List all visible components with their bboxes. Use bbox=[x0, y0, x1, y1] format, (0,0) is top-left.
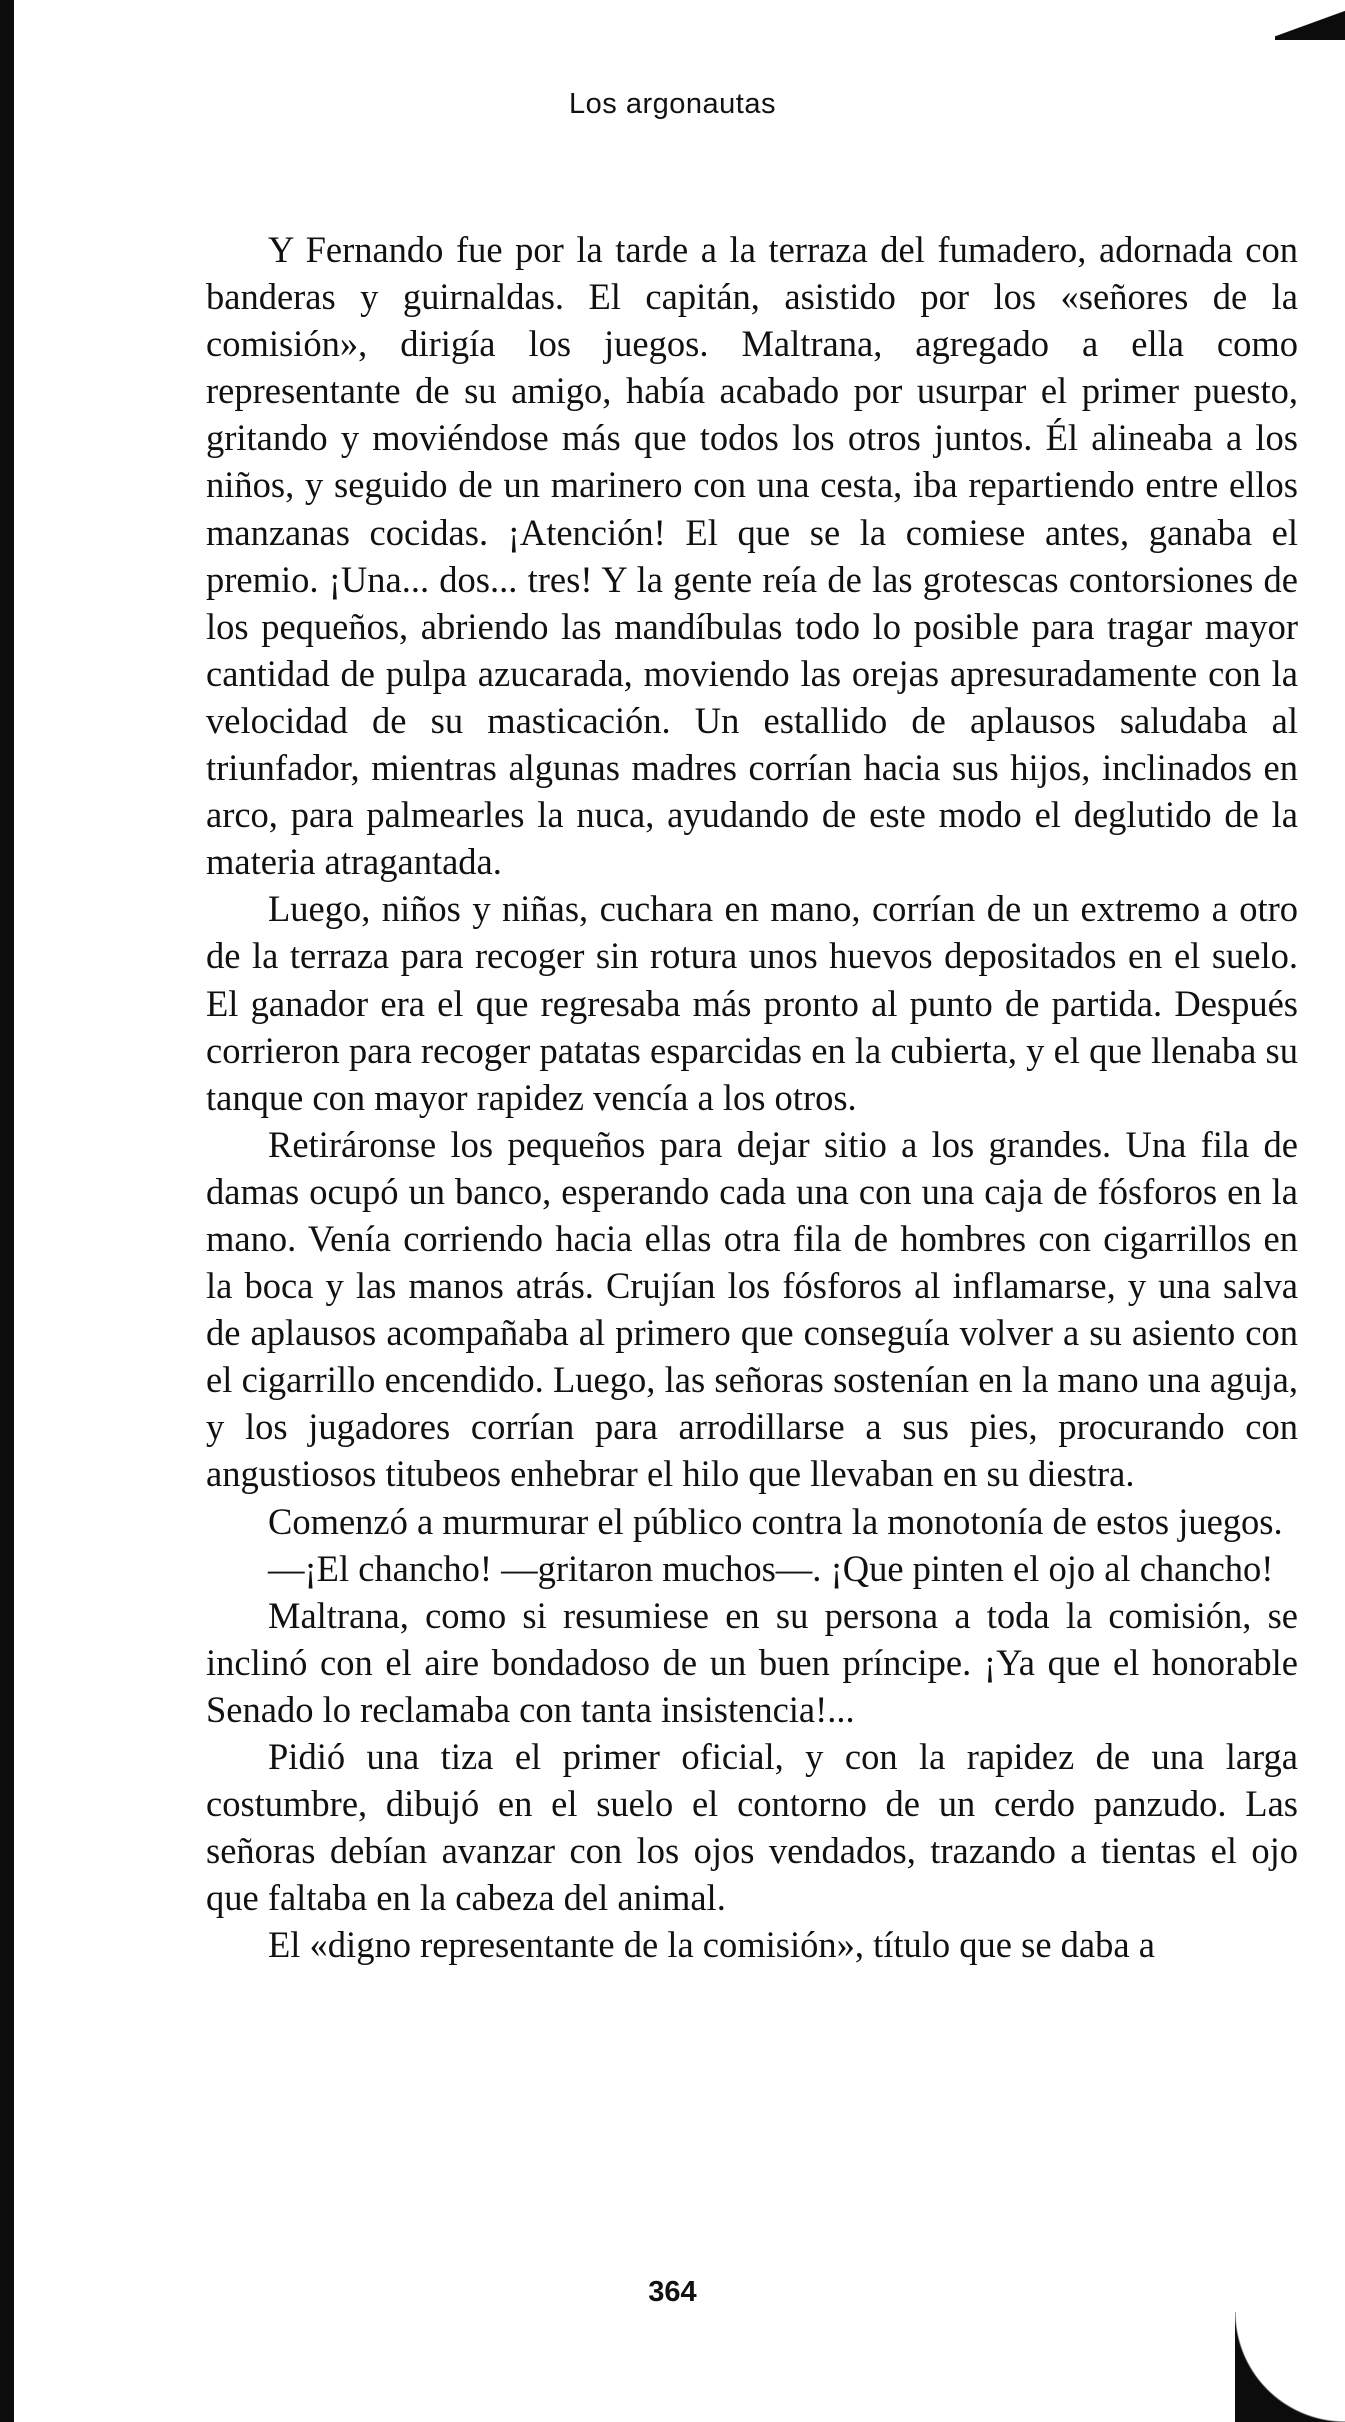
paragraph: Retiráronse los pequeños para dejar sitio a los grandes. Una fila de damas ocupó un banco, esperando cada una con una caja de fósforos en la mano. Venía corriendo hacia ellas otra fila de hombres con cigarrillos en la boca y las manos atrás. Crujían los fósforos al inflamarse, y una salva de aplausos acompañaba al primero que conseguía volver a su asiento con el cigarrillo encendido. Luego, las señoras sostenían en la mano una aguja, y los jugadores corrían para arrodillarse a sus pies, procurando con angustiosos titubeos enhebrar el hilo que llevaban en su diestra. bbox=[206, 1123, 1298, 1495]
running-head: Los argonautas bbox=[569, 88, 776, 120]
page-number: 364 bbox=[648, 2276, 697, 2308]
paragraph: Pidió una tiza el primer oficial, y con la rapidez de una larga costumbre, dibujó en el suelo el contorno de un cerdo panzudo. Las señoras debían avanzar con los ojos vendados, trazando a tientas el ojo que faltaba en la cabeza del animal. bbox=[206, 1736, 1298, 1919]
paragraph: Luego, niños y niñas, cuchara en mano, corrían de un extremo a otro de la terraza para recoger sin rotura unos huevos depositados en el suelo. El ganador era el que regresaba más pronto al punto de partida. Después corrieron para recoger patatas esparcidas en la cubierta, y el que llenaba su tanque con mayor rapidez vencía a los otros. bbox=[206, 888, 1298, 1118]
scan-left-edge bbox=[0, 0, 14, 2422]
paragraph: Y Fernando fue por la tarde a la terraza del fumadero, adornada con banderas y guirnaldas. El capitán, asistido por los «señores de la comisión», dirigía los juegos. Maltrana, agregado a ella como representante de su amigo, había acabado por usurpar el primer puesto, gritando y moviéndose más que todos los otros juntos. Él alineaba a los niños, y seguido de un marinero con una cesta, iba repartiendo entre ellos manzanas cocidas. ¡Atención! El que se la comiese antes, ganaba el premio. ¡Una... dos... tres! Y la gente reía de las grotescas contorsiones de los pequeños, abriendo las mandíbulas todo lo posible para tragar mayor cantidad de pulpa azucarada, moviendo las orejas apresuradamente con la velocidad de su masticación. Un estallido de aplausos saludaba al triunfador, mientras algunas madres corrían hacia sus hijos, inclinados en arco, para palmearles la nuca, ayudando de este modo el deglutido de la materia atragantada. bbox=[206, 229, 1298, 883]
paragraph: Comenzó a murmurar el público contra la monotonía de estos juegos. bbox=[268, 1500, 1283, 1542]
paragraph: Maltrana, como si resumiese en su persona a toda la comisión, se inclinó con el aire bondadoso de un buen príncipe. ¡Ya que el honorable Senado lo reclamaba con tanta insistencia!... bbox=[206, 1594, 1298, 1730]
body-text bbox=[206, 226, 1298, 1968]
scan-corner-shadow-top bbox=[1275, 0, 1345, 40]
scan-corner-shadow-bottom bbox=[1235, 2312, 1345, 2422]
paragraph: —¡El chancho! —gritaron muchos—. ¡Que pinten el ojo al chancho! bbox=[268, 1547, 1274, 1589]
paragraph: El «digno representante de la comisión», título que se daba a bbox=[268, 1924, 1155, 1966]
